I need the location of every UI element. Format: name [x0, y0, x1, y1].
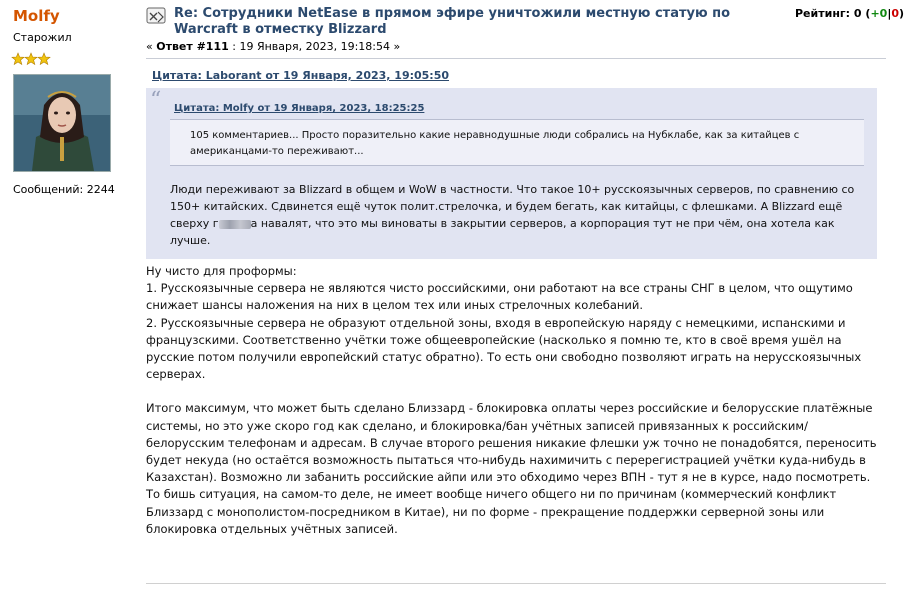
- quote-mark-icon: “: [150, 88, 162, 113]
- star-icon: [12, 53, 24, 65]
- quote-header-link[interactable]: Цитата: Laborant от 19 Января, 2023, 19:05:50: [152, 69, 450, 82]
- nested-quote-text: 105 комментариев... Просто поразительно какие неравнодушные люди собрались на Нубклабе, как за китайцев с американцами-то переживают...: [190, 130, 800, 157]
- post-icon: [146, 7, 166, 24]
- rating-label: Рейтинг:: [795, 7, 851, 20]
- post-footer-divider: [146, 583, 886, 584]
- censored-word: [219, 220, 251, 229]
- rating-open: (: [865, 7, 871, 20]
- quote-text-before: Люди переживают за Blizzard в общем и WoW в частности. Что такое 10+ русскоязычных серверов, по сравнению со 150+ китайских. Сдвинется ещё чуток полит.стрелочка, и будем бегать, как китайцы, с флешками. А Blizzard ещё сверху г: [170, 183, 855, 230]
- nested-quote-header-link[interactable]: Цитата: Molfy от 19 Января, 2023, 18:25:25: [174, 103, 425, 114]
- rating-value: 0: [853, 7, 862, 20]
- rating-minus[interactable]: 0: [891, 7, 899, 20]
- star-icon: [25, 53, 37, 65]
- rating-plus[interactable]: +0: [870, 7, 888, 20]
- post-permalink[interactable]: Ответ #111: [156, 40, 229, 53]
- body-paragraph: Итого максимум, что может быть сделано Близзард - блокировка оплаты через российские и белорусские платёжные системы, но это уже скоро год как сделано, и блокировка/бан учётных записей привязанных к российским/белорусским телефонам и адресам. В случае второго решения никакие флешки уж точно не понадобятся, переносить будет некуда (но остаётся возможность пытаться что-нибудь нахимичить с перерегистрацией учётки куда-нибудь в Казахстан). Возможно ли забанить российские айпи или это обходимо через ВПН - тут я не в курсе, надо посмотреть.: [146, 401, 877, 485]
- quote-text: [170, 181, 868, 249]
- post-meta: [146, 40, 400, 53]
- rank-stars: [12, 51, 52, 65]
- body-paragraph: Ну чисто для проформы:: [146, 264, 297, 278]
- post-rating: [795, 7, 904, 20]
- blank-line: [146, 383, 884, 400]
- post-body: [146, 263, 884, 538]
- rating-close: ): [899, 7, 904, 20]
- author-name[interactable]: Molfy: [13, 7, 60, 25]
- body-paragraph: То бишь ситуация, на самом-то деле, не имеет вообще ничего общего ни по причинам (коммерческий конфликт Близзард с монополистом-посредником в Китае), ни по форме - прекращение поддержки серверной зоны или блокировка отдельных учётных записей.: [146, 487, 837, 536]
- star-icon: [38, 53, 50, 65]
- body-paragraph: 1. Русскоязычные сервера не являются чисто российскими, они работают на все страны СНГ в целом, что ощутимо снижает шансы наложения на них в целом тех или иных стрелочных колебаний.: [146, 281, 853, 313]
- post-date: : 19 Января, 2023, 19:18:54: [228, 40, 391, 53]
- author-rank: Старожил: [13, 31, 72, 44]
- quote-text-after: а навалят, что это мы виноваты в закрытии серверов, а корпорация тут не при чём, она хотела как лучше.: [170, 217, 835, 247]
- meta-prefix: «: [146, 40, 153, 53]
- post-title[interactable]: Re: Сотрудники NetEase в прямом эфире уничтожили местную статую по Warcraft в отместку Blizzard: [174, 6, 731, 37]
- meta-suffix: »: [393, 40, 401, 53]
- avatar[interactable]: [13, 74, 111, 172]
- rating-bar: |: [887, 7, 892, 20]
- divider: [146, 58, 886, 59]
- message-count: Сообщений: 2244: [13, 183, 115, 196]
- body-paragraph: 2. Русскоязычные сервера не образуют отдельной зоны, входя в европейскую наряду с немецкими, испанскими и французскими. Соответственно учётки тоже общеевропейские (насколько я помню те, кто в своё время ушёл на русские потом получили европейский статус обратно). То есть они свободно позволяют играть на нерусскоязычных серверах.: [146, 315, 862, 382]
